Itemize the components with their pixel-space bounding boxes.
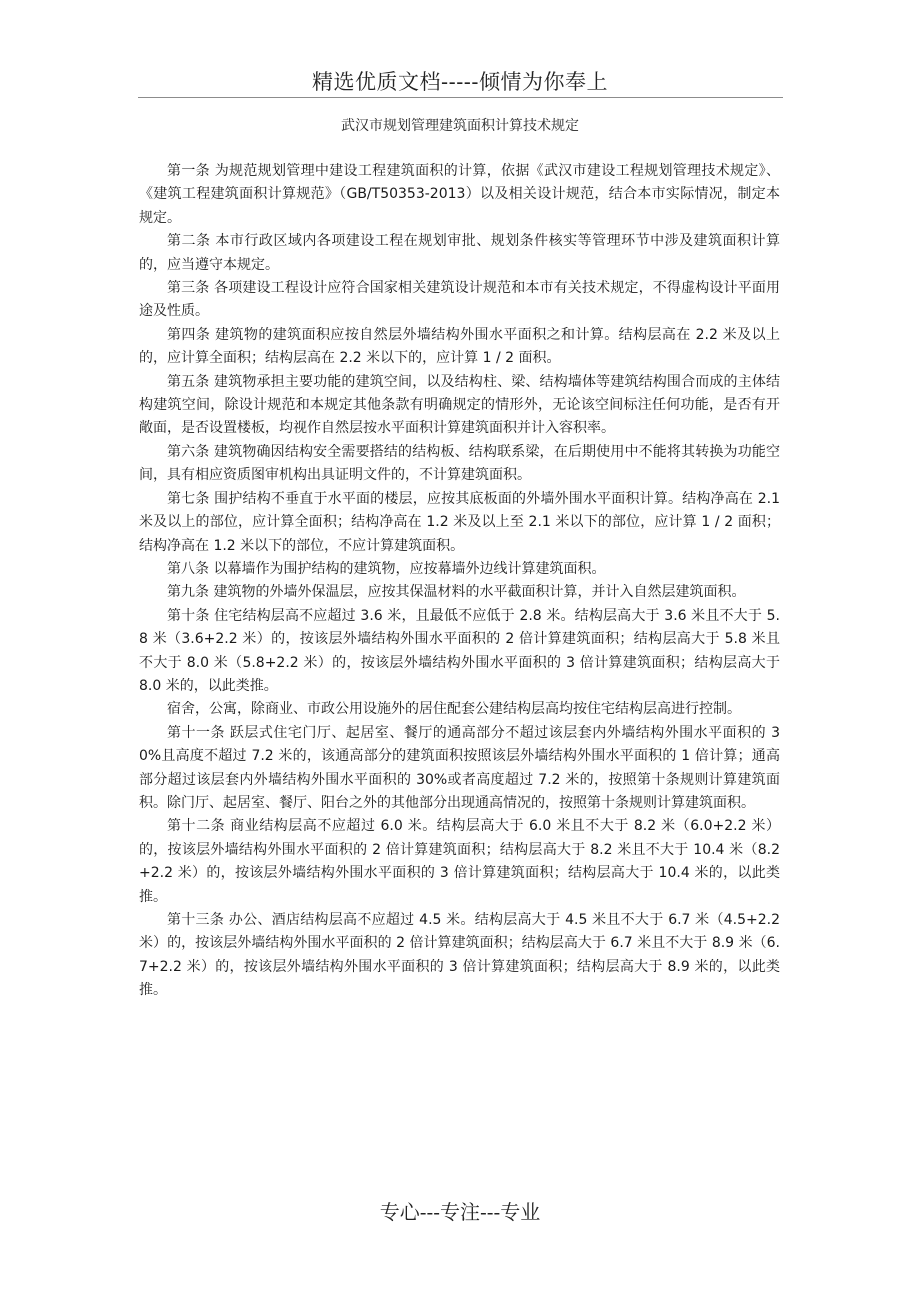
document-body <box>139 160 780 1003</box>
article-5: 第五条 建筑物承担主要功能的建筑空间，以及结构柱、梁、结构墙体等建筑结构围合而成的主体结构建筑空间，除设计规范和本规定其他条款有明确规定的情形外，无论该空间标注任何功能，是否有开敞面，是否设置楼板，均视作自然层按水平面积计算建筑面积并计入容积率。 <box>139 373 780 437</box>
page-footer-slogan: 专心---专注---专业 <box>379 1200 541 1224</box>
article-12: 第十二条 商业结构层高不应超过 6.0 米。结构层高大于 6.0 米且不大于 8.2 米（6.0+2.2 米）的，按该层外墙结构外围水平面积的 2 倍计算建筑面积；结构层高大于 8.2 米且不大于 10.4 米（8.2+2.2 米）的，按该层外墙结构外围水平面积的 3 倍计算建筑面积；结构层高大于 10.4 米的，以此类推。 <box>139 818 780 905</box>
document-title: 武汉市规划管理建筑面积计算技术规定 <box>341 118 579 134</box>
article-9: 第九条 建筑物的外墙外保温层，应按其保温材料的水平截面积计算，并计入自然层建筑面积。 <box>167 584 746 601</box>
article-3: 第三条 各项建设工程设计应符合国家相关建筑设计规范和本市有关技术规定，不得虚构设计平面用途及性质。 <box>139 280 780 320</box>
header-divider <box>138 97 783 98</box>
article-8: 第八条 以幕墙作为围护结构的建筑物，应按幕墙外边线计算建筑面积。 <box>167 560 606 577</box>
page-header-banner: 精选优质文档-----倾情为你奉上 <box>312 70 608 94</box>
article-6: 第六条 建筑物确因结构安全需要搭结的结构板、结构联系梁，在后期使用中不能将其转换为功能空间，具有相应资质图审机构出具证明文件的，不计算建筑面积。 <box>139 443 780 484</box>
article-13: 第十三条 办公、酒店结构层高不应超过 4.5 米。结构层高大于 4.5 米且不大于 6.7 米（4.5+2.2 米）的，按该层外墙结构外围水平面积的 2 倍计算建筑面积；结构层高大于 6.7 米且不大于 8.9 米（6.7+2.2 米）的，按该层外墙结构外围水平面积的 3 倍计算建筑面积；结构层高大于 8.9 米的，以此类推。 <box>139 912 780 999</box>
article-4: 第四条 建筑物的建筑面积应按自然层外墙结构外围水平面积之和计算。结构层高在 2.2 米及以上的，应计算全面积；结构层高在 2.2 米以下的，应计算 1 / 2 面积。 <box>139 326 780 367</box>
article-7: 第七条 围护结构不垂直于水平面的楼层，应按其底板面的外墙外围水平面积计算。结构净高在 2.1 米及以上的部位，应计算全面积；结构净高在 1.2 米及以上至 2.1 米以下的部位，应计算 1 / 2 面积；结构净高在 1.2 米以下的部位，不应计算建筑面积。 <box>139 490 780 554</box>
article-10-supplement: 宿舍，公寓，除商业、市政公用设施外的居住配套公建结构层高均按住宅结构层高进行控制。 <box>167 701 741 718</box>
article-1: 第一条 为规范规划管理中建设工程建筑面积的计算，依据《武汉市建设工程规划管理技术规定》、《建筑工程建筑面积计算规范》（GB/T50353-2013）以及相关设计规范，结合本市实际情况，制定本规定。 <box>139 163 780 226</box>
article-11: 第十一条 跃层式住宅门厅、起居室、餐厅的通高部分不超过该层套内外墙结构外围水平面积的 30%且高度不超过 7.2 米的，该通高部分的建筑面积按照该层外墙结构外围水平面积的 1 倍计算；通高部分超过该层套内外墙结构外围水平面积的 30%或者高度超过 7.2 米的，按照第十条规则计算建筑面积。除门厅、起居室、餐厅、阳台之外的其他部分出现通高情况的，按照第十条规则计算建筑面积。 <box>139 724 780 811</box>
article-10: 第十条 住宅结构层高不应超过 3.6 米，且最低不应低于 2.8 米。结构层高大于 3.6 米且不大于 5.8 米（3.6+2.2 米）的，按该层外墙结构外围水平面积的 2 倍计算建筑面积；结构层高大于 5.8 米且不大于 8.0 米（5.8+2.2 米）的，按该层外墙结构外围水平面积的 3 倍计算建筑面积；结构层高大于 8.0 米的，以此类推。 <box>139 607 780 694</box>
article-2: 第二条 本市行政区域内各项建设工程在规划审批、规划条件核实等管理环节中涉及建筑面积计算的，应当遵守本规定。 <box>139 233 780 273</box>
